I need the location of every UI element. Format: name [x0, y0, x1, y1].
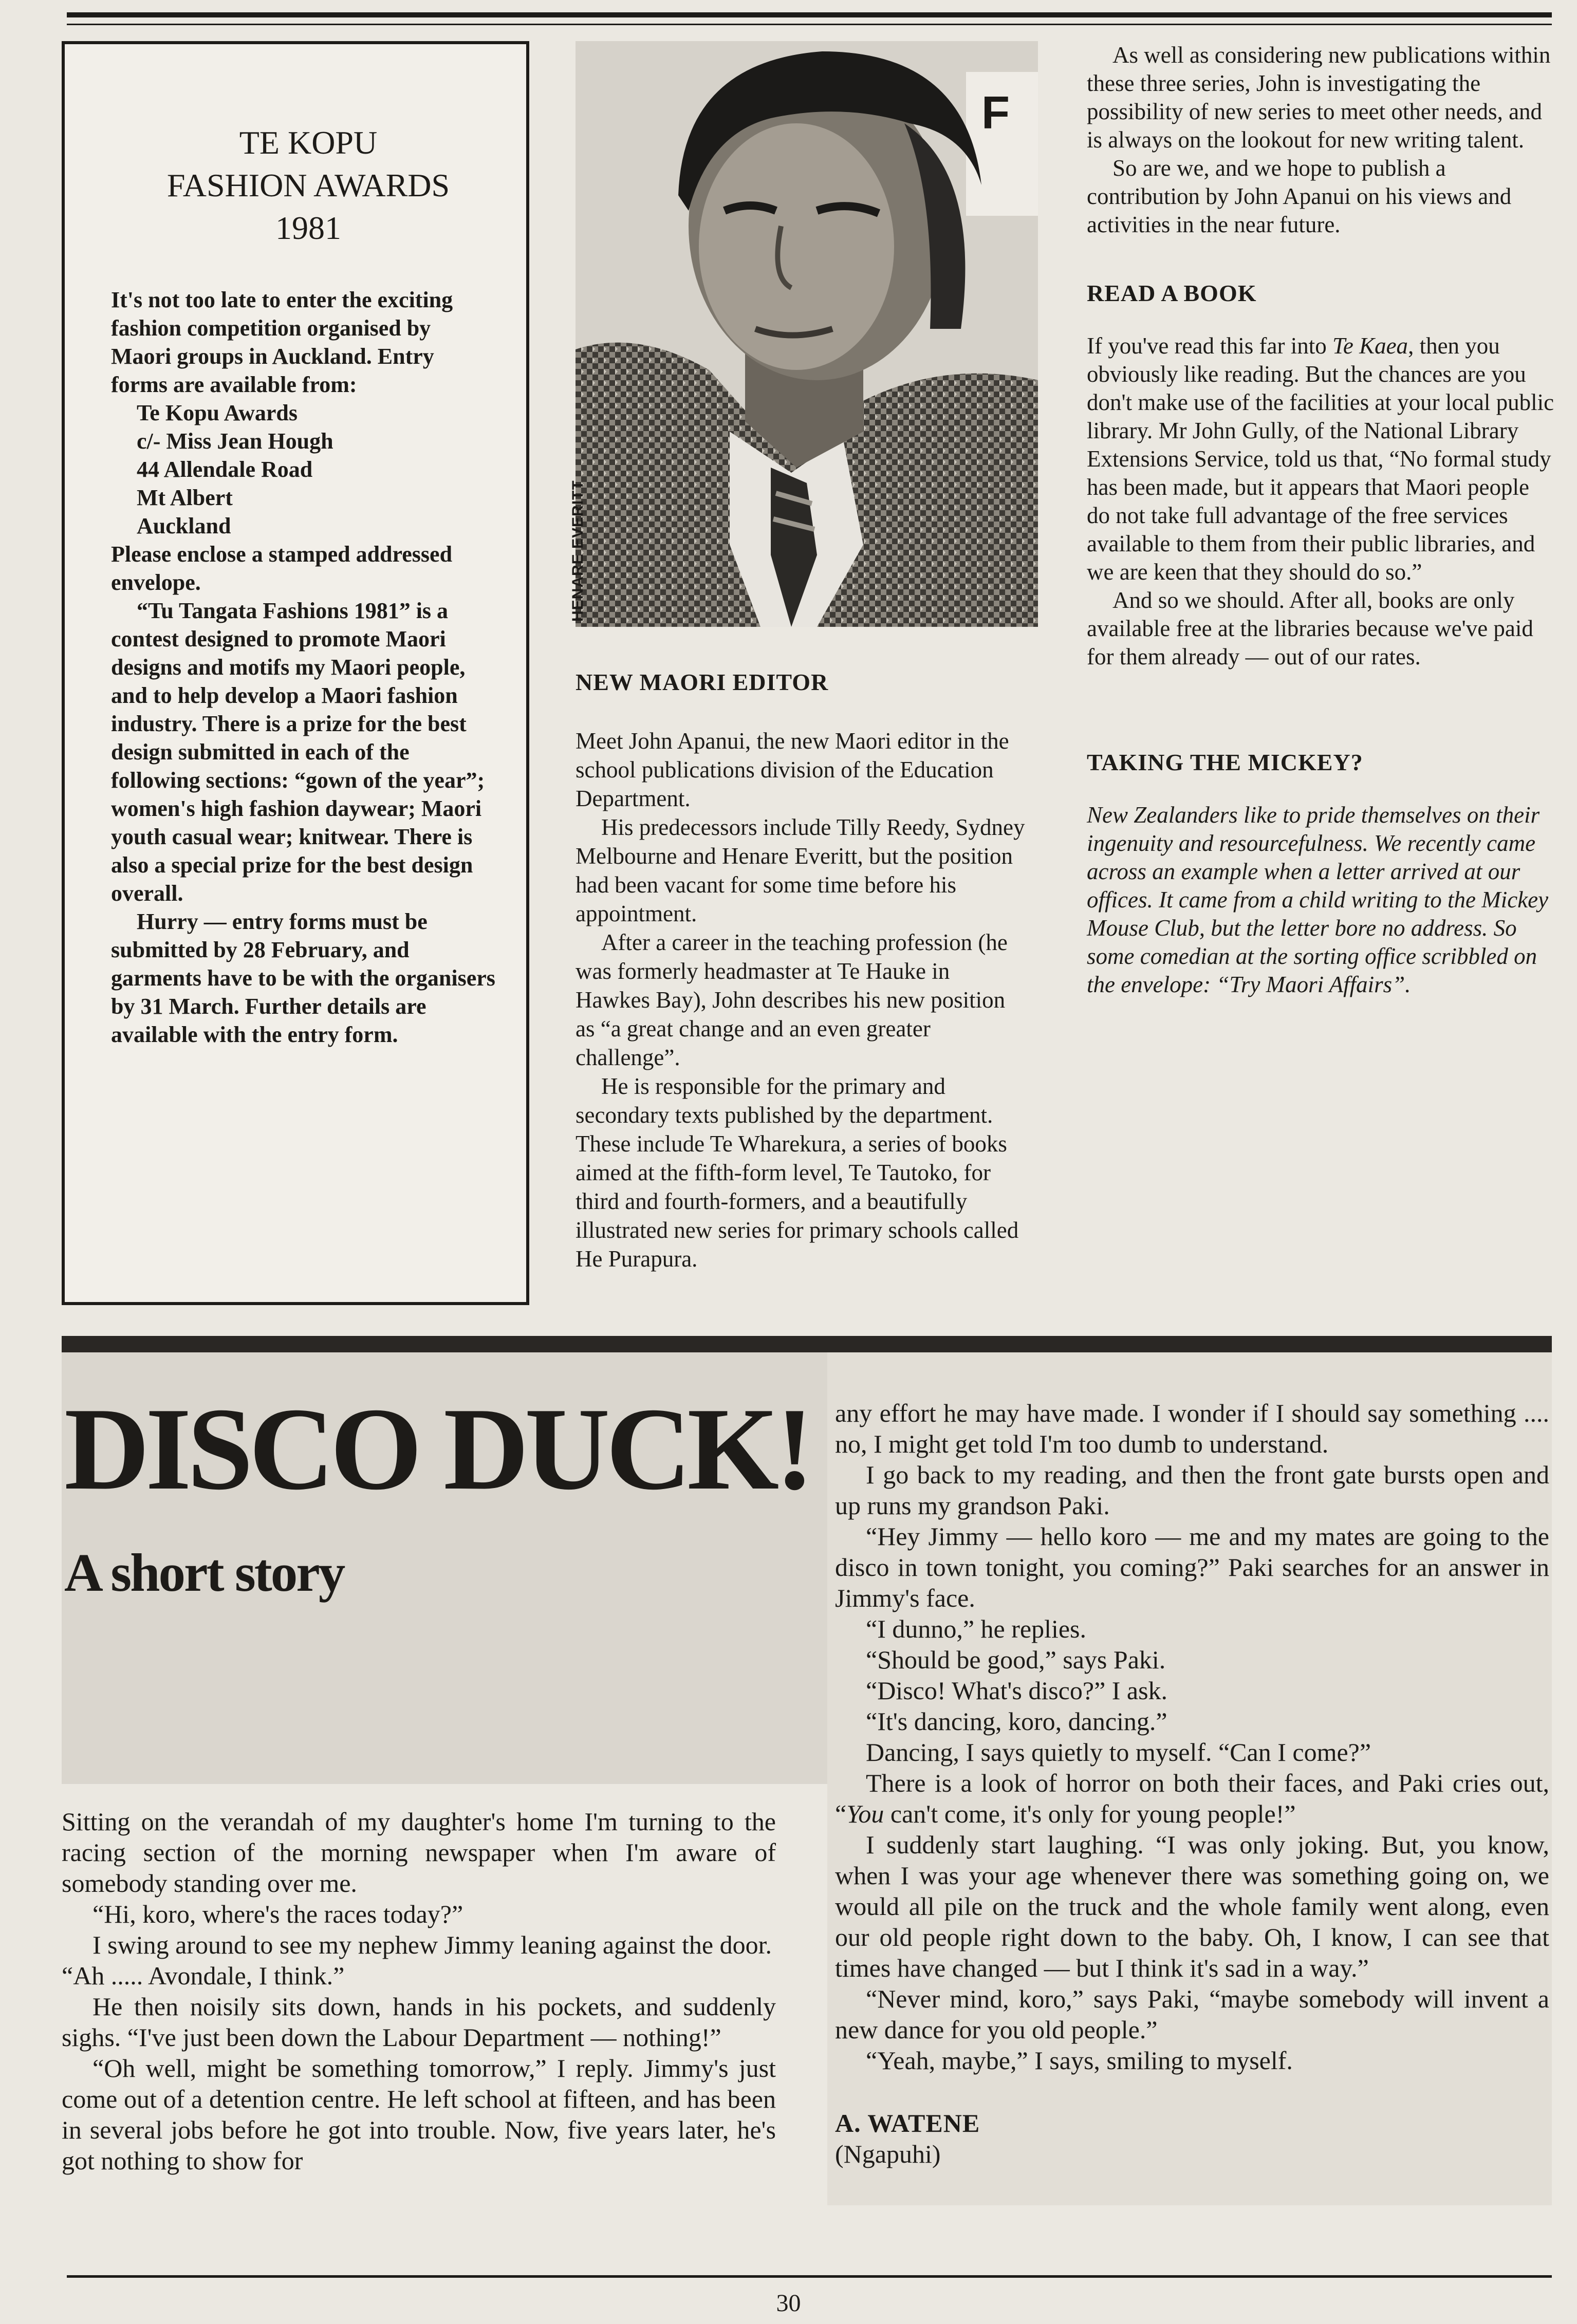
fashion-awards-title	[111, 121, 495, 250]
read-text: If you've read this far into	[1087, 333, 1332, 359]
fashion-intro: It's not too late to enter the exciting fashion competition organised by Maori groups in Auckland. Entry forms are available from:	[111, 287, 453, 397]
disco-duck-title: DISCO DUCK!	[64, 1383, 810, 1514]
story-paragraph: I go back to my reading, and then the front gate bursts open and up runs my grandson Paki.	[835, 1460, 1549, 1520]
photo-credit: HENARE EVERITT	[569, 480, 586, 622]
address-line: 44 Allendale Road	[137, 456, 313, 482]
new-maori-editor-article	[576, 668, 1028, 1273]
editor-continued: So are we, and we hope to publish a contribution by John Apanui on his views and activities in the near future.	[1087, 155, 1512, 237]
story-paragraph: I suddenly start laughing. “I was only joking. But, you know, when I was your age whenever there was something going on, we would all pile on the truck and the whole family went along, even our old people right down to the baby. Oh, I know, I can see that times have changed — but I think it's sad in a way.”	[835, 1830, 1549, 1982]
taking-the-mickey-heading: TAKING THE MICKEY?	[1087, 749, 1363, 775]
story-text: There is a look of horror on both their faces, and Paki cries out, “	[835, 1769, 1549, 1828]
story-paragraph: “Never mind, koro,” says Paki, “maybe somebody will invent a new dance for you old people.”	[835, 1984, 1549, 2044]
top-rule	[67, 12, 1552, 17]
read-a-book-paragraph	[1087, 332, 1554, 586]
te-kaea-title: Te Kaea	[1332, 333, 1408, 359]
editor-paragraph: His predecessors include Tilly Reedy, Sydney Melbourne and Henare Everitt, but the position had been vacant for some time before his appointment.	[576, 814, 1025, 926]
address-line: Mt Albert	[137, 485, 233, 510]
story-paragraph: Sitting on the verandah of my daughter's home I'm turning to the racing section of the morning newspaper when I'm aware of somebody standing over me.	[62, 1807, 776, 1898]
story-paragraph: Dancing, I says quietly to myself. “Can I come?”	[866, 1738, 1371, 1767]
story-emphasis: You	[846, 1799, 884, 1828]
story-paragraph: “Ah ..... Avondale, I think.”	[62, 1961, 345, 1990]
story-author-tribe: (Ngapuhi)	[835, 2140, 941, 2168]
top-rule-thin	[67, 24, 1552, 25]
short-story-subtitle: A short story	[64, 1542, 344, 1603]
read-a-book-heading: READ A BOOK	[1087, 280, 1257, 306]
address-line: c/- Miss Jean Hough	[137, 428, 333, 454]
story-paragraph: I swing around to see my nephew Jimmy leaning against the door.	[92, 1930, 772, 1959]
portrait-illustration	[576, 41, 1038, 627]
story-paragraph: “I dunno,” he replies.	[866, 1614, 1087, 1643]
story-left-column	[62, 1806, 776, 2176]
story-paragraph: “Hi, koro, where's the races today?”	[92, 1900, 463, 1928]
fashion-title-line: TE KOPU	[239, 124, 378, 161]
taking-the-mickey-text: New Zealanders like to pride themselves on their ingenuity and resourcefulness. We recently came across an example when a letter arrived at our offices. It came from a child writing to the Mickey Mouse Club, but the letter bore no address. So some comedian at the sorting office scribbled on the envelope: “Try Maori Affairs”.	[1087, 802, 1549, 997]
story-paragraph: “It's dancing, koro, dancing.”	[866, 1707, 1167, 1736]
story-paragraph	[835, 1768, 1549, 1829]
story-paragraph: any effort he may have made. I wonder if I should say something .... no, I might get told I'm too dumb to understand.	[835, 1399, 1549, 1458]
story-paragraph: “Disco! What's disco?” I ask.	[866, 1676, 1168, 1705]
editor-heading: NEW MAORI EDITOR	[576, 669, 829, 695]
read-a-book-paragraph: And so we should. After all, books are only available free at the libraries because we've paid for them already — out of our rates.	[1087, 587, 1533, 670]
editor-paragraph: He is responsible for the primary and secondary texts published by the department. These include Te Wharekura, a series of books aimed at the fifth-form level, Te Tautoko, for third and fourth-formers, and a beautifully illustrated new series for primary schools called He Purapura.	[576, 1073, 1019, 1272]
story-paragraph: “Hey Jimmy — hello koro — me and my mates are going to the disco in town tonight, you coming?” Paki searches for an answer in Jimmy's face.	[835, 1522, 1549, 1612]
story-paragraph: “Oh well, might be something tomorrow,” I reply. Jimmy's just come out of a detention centre. He left school at fifteen, and has been in several jobs before he got into trouble. Now, five years later, he's got nothing to show for	[62, 2054, 776, 2175]
fashion-title-line: FASHION AWARDS	[166, 167, 450, 204]
fashion-contest-text: “Tu Tangata Fashions 1981” is a contest designed to promote Maori designs and motifs my Maori people, and to help develop a Maori fashion industry. There is a prize for the best design submitted in each of the following sections: “gown of the year”; women's high fashion daywear; Maori youth casual wear; knitwear. There is also a special prize for the best design overall.	[111, 598, 485, 906]
story-author: A. WATENE	[835, 2109, 980, 2137]
editor-paragraph: After a career in the teaching profession (he was formerly headmaster at Te Hauke in Hawkes Bay), John describes his new position as “a great change and an even greater challenge”.	[576, 929, 1008, 1070]
story-paragraph: “Should be good,” says Paki.	[866, 1645, 1166, 1674]
story-right-column	[835, 1398, 1549, 2169]
story-paragraph: He then noisily sits down, hands in his pockets, and suddenly sighs. “I've just been down the Labour Department — nothing!”	[62, 1992, 776, 2052]
bottom-rule	[67, 2275, 1552, 2278]
fashion-title-line: 1981	[275, 210, 341, 247]
address-line: Auckland	[137, 513, 231, 538]
story-text: can't come, it's only for young people!”	[884, 1799, 1296, 1828]
fashion-envelope-note: Please enclose a stamped addressed envelope.	[111, 541, 453, 595]
fashion-deadline-text: Hurry — entry forms must be submitted by 28 February, and garments have to be with the organisers by 31 March. Further details are available with the entry form.	[111, 908, 495, 1047]
fashion-awards-box	[62, 41, 529, 1305]
section-divider-band	[62, 1336, 1552, 1352]
right-column	[1087, 41, 1554, 999]
svg-text:F: F	[981, 87, 1010, 139]
editor-continued: As well as considering new publications within these three series, John is investigating the possibility of new series to meet other needs, and is always on the lookout for new writing talent.	[1087, 42, 1551, 153]
editor-paragraph: Meet John Apanui, the new Maori editor in the school publications division of the Education Department.	[576, 728, 1009, 811]
address-line: Te Kopu Awards	[137, 400, 298, 425]
page-number: 30	[776, 2290, 801, 2317]
read-text: , then you obviously like reading. But the chances are you don't make use of the facilities at your local public library. Mr John Gully, of the National Library Extensions Service, told us that, “No formal study has been made, but it appears that Maori people do not take full advantage of the free services available to them from their public libraries, and we are keen that they should do so.”	[1087, 333, 1554, 585]
john-apanui-photo	[576, 41, 1038, 627]
story-paragraph: “Yeah, maybe,” I says, smiling to myself.	[866, 2046, 1293, 2075]
